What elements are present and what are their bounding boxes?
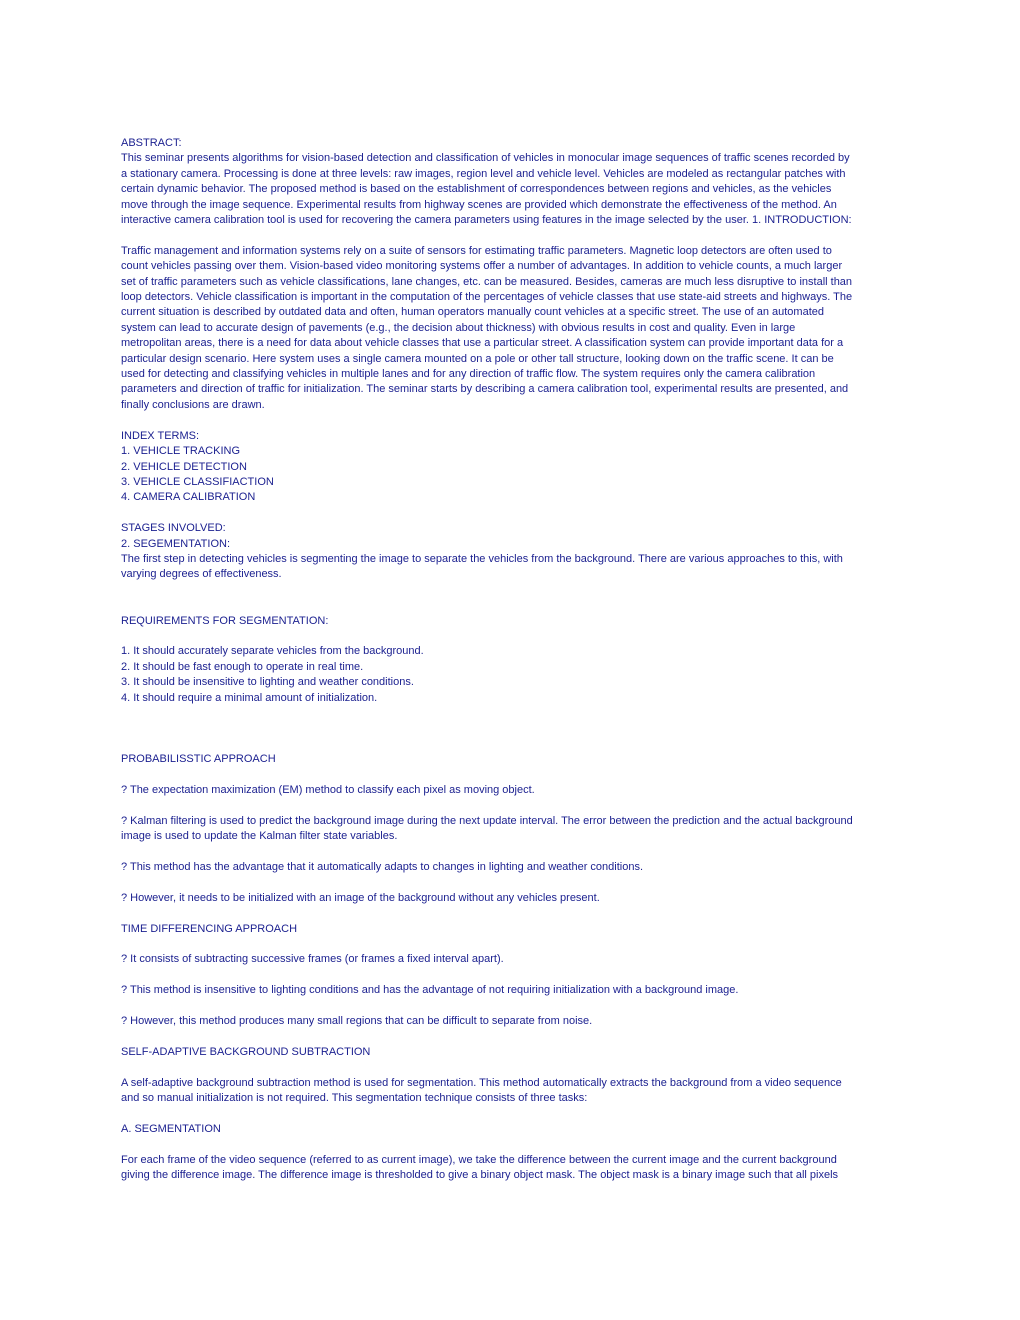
index-term-item: 3. VEHICLE CLASSIFIACTION — [121, 475, 274, 488]
self-adaptive-heading: SELF-ADAPTIVE BACKGROUND SUBTRACTION — [121, 1045, 371, 1058]
index-term-item: 1. VEHICLE TRACKING — [121, 445, 240, 458]
abstract-line: This seminar presents algorithms for vision-based detection and classification of vehicles in monocular image sequences of traffic scenes recorded by — [121, 152, 850, 165]
introduction-line: parameters and direction of traffic for initialization. The seminar starts by describing a camera calibration tool, experimental results are presented, and — [121, 383, 849, 396]
requirement-item: 2. It should be fast enough to operate in real time. — [121, 660, 364, 673]
requirement-item: 4. It should require a minimal amount of initialization. — [121, 691, 378, 704]
abstract-heading: ABSTRACT: — [121, 137, 182, 149]
introduction-line: loop detectors. Vehicle classification is important in the computation of the percentages of vehicle classes that use state-aid streets and highways. The — [121, 291, 853, 304]
introduction-line: system can lead to accurate design of pavements (e.g., the decision about thickness) with obvious results in cost and quality. Even in large — [121, 321, 796, 334]
index-terms-heading: INDEX TERMS: — [121, 429, 200, 442]
requirement-item: 3. It should be insensitive to lighting and weather conditions. — [121, 676, 414, 689]
introduction-line: count vehicles passing over them. Vision-based video monitoring systems offer a number of advantages. In addition to vehicle counts, a much larger — [121, 260, 843, 273]
segmentation-a-line: giving the difference image. The difference image is thresholded to give a binary object mask. The object mask is a binary image such that all pixels — [121, 1168, 839, 1181]
time-differencing-bullet: ? It consists of subtracting successive frames (or frames a fixed interval apart). — [121, 953, 504, 966]
introduction-line: metropolitan areas, there is a need for data about vehicle classes that use a particular street. A classification system can provide important data for a — [121, 337, 844, 350]
requirements-section — [121, 614, 901, 706]
introduction-line: Traffic management and information systems rely on a suite of sensors for estimating traffic parameters. Magnetic loop detectors are often used to — [121, 244, 832, 257]
time-differencing-bullet: ? This method is insensitive to lighting conditions and has the advantage of not requiring initialization with a background image. — [121, 984, 739, 997]
self-adaptive-section — [121, 1045, 901, 1107]
introduction-section — [121, 244, 901, 413]
introduction-line: used for detecting and classifying vehicles in multiple lanes and for any direction of traffic flow. The system requires only the camera calibration — [121, 368, 816, 381]
requirement-item: 1. It should accurately separate vehicles from the background. — [121, 645, 424, 658]
time-differencing-section — [121, 922, 901, 1030]
time-differencing-heading: TIME DIFFERENCING APPROACH — [121, 922, 298, 935]
document-page — [121, 136, 901, 1183]
probabilistic-bullet: ? However, it needs to be initialized with an image of the background without any vehicles present. — [121, 891, 600, 904]
self-adaptive-line: A self-adaptive background subtraction method is used for segmentation. This method automatically extracts the background from a video sequence — [121, 1076, 842, 1089]
stages-heading: STAGES INVOLVED: — [121, 522, 226, 535]
abstract-line: certain dynamic behavior. The proposed method is based on the establishment of correspondences between regions and vehicles, as the vehicles — [121, 183, 832, 196]
stages-subheading: 2. SEGEMENTATION: — [121, 537, 230, 550]
index-term-item: 2. VEHICLE DETECTION — [121, 460, 247, 473]
segmentation-a-section — [121, 1122, 901, 1184]
segmentation-a-line: For each frame of the video sequence (referred to as current image), we take the difference between the current image and the current background — [121, 1153, 837, 1166]
abstract-line: a stationary camera. Processing is done at three levels: raw images, region level and vehicle level. Vehicles are modeled as rectangular patches with — [121, 167, 846, 180]
probabilistic-bullet: ? Kalman filtering is used to predict the background image during the next update interval. The error between the prediction and the actual background — [121, 814, 853, 827]
probabilistic-bullet: ? The expectation maximization (EM) method to classify each pixel as moving object. — [121, 783, 535, 796]
introduction-line: finally conclusions are drawn. — [121, 398, 265, 411]
index-term-item: 4. CAMERA CALIBRATION — [121, 491, 256, 504]
introduction-line: current situation is described by outdated data and often, human operators manually count vehicles at a specific street. The use of an automated — [121, 306, 824, 319]
probabilistic-heading: PROBABILISSTIC APPROACH — [121, 753, 276, 766]
abstract-line: move through the image sequence. Experimental results from highway scenes are provided which demonstrate the effectiveness of the method. An — [121, 198, 837, 211]
abstract-line: interactive camera calibration tool is used for recovering the camera parameters using features in the image selected by the user. 1. INTRODUCTION: — [121, 214, 852, 227]
probabilistic-section — [121, 752, 901, 906]
probabilistic-bullet: ? This method has the advantage that it automatically adapts to changes in lighting and weather conditions. — [121, 860, 644, 873]
introduction-line: set of traffic parameters such as vehicle classifications, lane changes, etc. can be measured. Besides, cameras are much less disruptive to install than — [121, 275, 853, 288]
time-differencing-bullet: ? However, this method produces many small regions that can be difficult to separate from noise. — [121, 1014, 593, 1027]
index-terms-section — [121, 429, 901, 506]
stages-line: varying degrees of effectiveness. — [121, 568, 282, 581]
probabilistic-bullet: image is used to update the Kalman filter state variables. — [121, 830, 398, 843]
stages-section — [121, 521, 901, 583]
self-adaptive-line: and so manual initialization is not required. This segmentation technique consists of three tasks: — [121, 1091, 588, 1104]
segmentation-a-heading: A. SEGMENTATION — [121, 1122, 221, 1135]
stages-line: The first step in detecting vehicles is segmenting the image to separate the vehicles from the background. There are various approaches to this, with — [121, 552, 843, 565]
introduction-line: particular design scenario. Here system uses a single camera mounted on a pole or other tall structure, looking down on the traffic scene. It can be — [121, 352, 834, 365]
requirements-heading: REQUIREMENTS FOR SEGMENTATION: — [121, 614, 329, 627]
abstract-section — [121, 136, 901, 228]
